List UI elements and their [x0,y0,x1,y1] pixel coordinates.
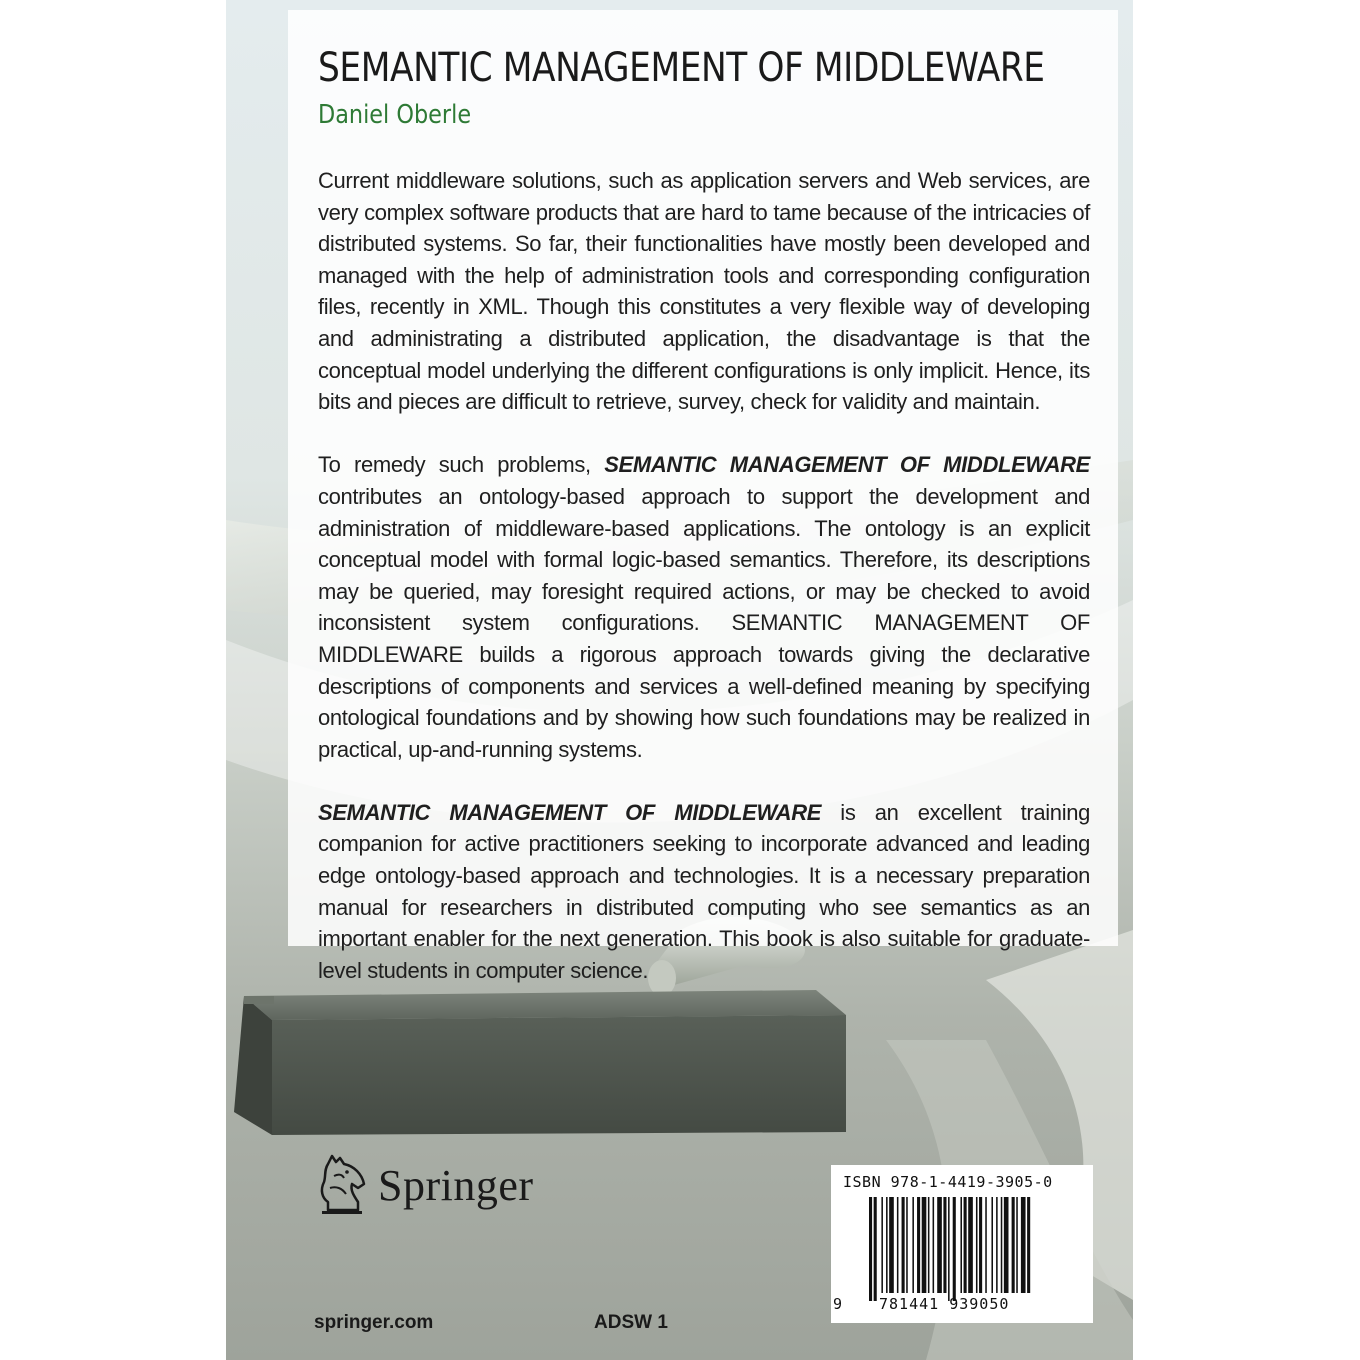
description-paragraph-2 [318,449,1090,765]
barcode-stripe [889,1197,894,1293]
paragraph-text: To remedy such problems, [318,452,605,478]
barcode-stripe [985,1197,987,1293]
barcode-stripe [968,1197,973,1293]
barcode [843,1197,1081,1301]
description-paragraph-3 [318,797,1090,987]
barcode-stripe [953,1197,956,1301]
series-code: ADSW 1 [594,1312,668,1333]
barcode-stripe [964,1197,967,1293]
barcode-stripe [933,1197,935,1293]
barcode-stripe [960,1197,962,1293]
barcode-stripe [943,1197,946,1293]
publisher-name: Springer [378,1160,534,1210]
description-paragraph-1: Current middleware solutions, such as application servers and Web services, are very complex software products that are hard to tame because of the intricacies of distributed systems. So far, their functionalities have mostly been developed and managed with the help of administration tools and corresponding configuration files, recently in XML. Though this constitutes a very flexible way of developing and administrating a distributed application, the disadvantage is that the conceptual model underlying the different configurations is only implicit. Hence, its bits and pieces are difficult to retrieve, survey, check for validity and maintain. [318,168,1090,415]
barcode-stripe [979,1197,982,1293]
barcode-stripe [897,1197,899,1293]
paragraph-text: is an excellent training companion for active practitioners seeking to incorporate advanced and leading edge ontology-based approach and technologies. It is a necessary preparation manual for researchers in distributed computing who see semantics as an important enabler for the next generation. This book is also suitable for graduate-level students in computer science. [318,799,1091,983]
paragraph-text: contributes an ontology-based approach to support the development and administration of middleware-based applications. The ontology is an explicit conceptual model with formal logic-based semantics. Therefore, its descriptions may be queried, may foresight required actions, or may be checked to avoid inconsistent system configurations. SEMANTIC MANAGEMENT OF MIDDLEWARE builds a rigorous approach towards giving the declarative descriptions of components and services a well-defined meaning by specifying ontological foundations and by showing how such foundations may be realized in practical, up-and-running systems. [318,483,1090,762]
description-panel [288,10,1118,983]
barcode-stripe [869,1197,872,1301]
ean-first-digit: 9 [833,1295,843,1313]
barcode-stripe [996,1197,998,1293]
barcode-stripe [1021,1197,1026,1293]
barcode-stripe [906,1197,908,1293]
barcode-stripe [1001,1197,1003,1293]
barcode-stripe [937,1197,942,1293]
ean-digits: 781441 939050 [879,1295,1010,1313]
barcode-stripe [874,1197,877,1301]
author-name: Daniel Oberle [318,100,472,130]
barcode-stripe [991,1197,993,1293]
emphasized-title: SEMANTIC MANAGEMENT OF MIDDLEWARE [604,452,1091,478]
barcode-stripe [902,1197,905,1293]
isbn-label: ISBN 978-1-4419-3905-0 [843,1173,1053,1191]
barcode-stripe [881,1197,883,1293]
book-description [318,165,1090,986]
knight-horse-icon [314,1152,370,1218]
barcode-stripe [1012,1197,1015,1293]
barcode-stripe [1004,1197,1009,1293]
book-title: SEMANTIC MANAGEMENT OF MIDDLEWARE [318,45,1045,91]
emphasized-title: SEMANTIC MANAGEMENT OF MIDDLEWARE [318,799,822,825]
barcode-stripe [976,1197,978,1293]
barcode-stripe [917,1197,920,1293]
publisher-logo [314,1150,534,1220]
barcode-stripe [922,1197,927,1293]
barcode-box [831,1165,1093,1323]
barcode-stripe [928,1197,930,1293]
publisher-website: springer.com [314,1312,434,1333]
barcode-stripe [886,1197,888,1293]
barcode-stripe [948,1197,950,1301]
barcode-stripe [1027,1197,1030,1293]
barcode-stripe [912,1197,914,1293]
book-back-cover [226,0,1133,1360]
barcode-stripe [1016,1197,1018,1293]
